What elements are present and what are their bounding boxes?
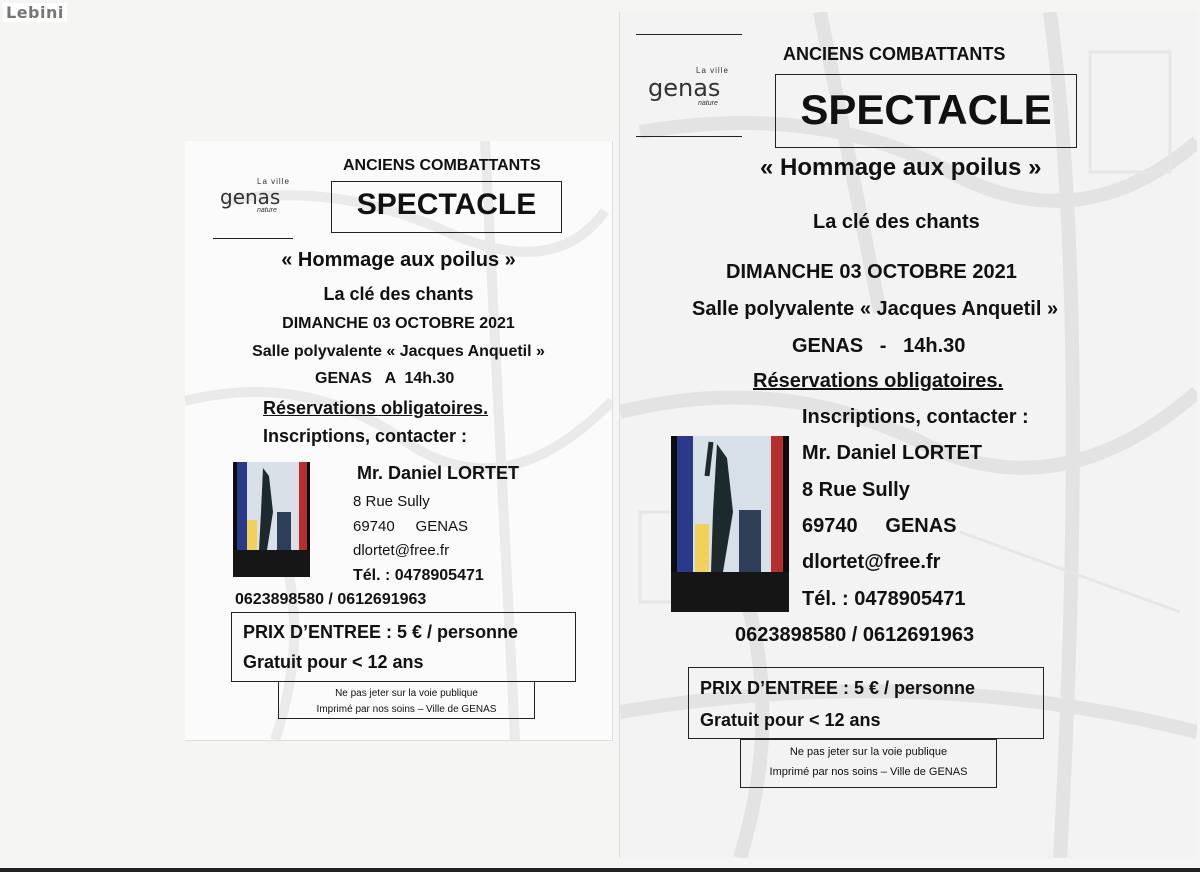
event-venue: Salle polyvalente « Jacques Anquetil » (252, 343, 545, 360)
genas-logo: La ville genas nature (648, 66, 729, 107)
stage-photo (671, 436, 789, 612)
contact-phone: Tél. : 0478905471 (802, 588, 966, 610)
price-label: PRIX D’ENTREE : 5 € / personne (700, 678, 976, 698)
logo-divider-top (636, 34, 742, 35)
headline-title: SPECTACLE (800, 86, 1052, 133)
contact-street: 8 Rue Sully (802, 479, 910, 501)
event-venue: Salle polyvalente « Jacques Anquetil » (692, 298, 1059, 320)
contact-phone: Tél. : 0478905471 (353, 567, 484, 584)
contact-mobiles: 0623898580 / 0612691963 (735, 624, 975, 646)
notice-line-1: Ne pas jeter sur la voie publique (335, 688, 478, 699)
organizer-label: ANCIENS COMBATTANTS (783, 44, 1006, 64)
city-time: GENAS - 14h.30 (792, 335, 966, 357)
logo-divider (213, 238, 293, 239)
stage-photo (233, 462, 310, 577)
contact-email: dlortet@free.fr (353, 542, 450, 559)
organizer-label: ANCIENS COMBATTANTS (343, 157, 541, 174)
genas-logo: La ville genas nature (220, 177, 290, 214)
contact-name: Mr. Daniel LORTET (802, 442, 983, 464)
notice-line-2: Imprimé par nos soins – Ville de GENAS (769, 766, 968, 778)
free-label: Gratuit pour < 12 ans (700, 710, 881, 730)
inscriptions-label: Inscriptions, contacter : (802, 406, 1029, 428)
inscriptions-label: Inscriptions, contacter : (263, 426, 468, 446)
contact-postal-city: 69740 GENAS (802, 515, 957, 537)
contact-mobiles: 0623898580 / 0612691963 (235, 591, 427, 608)
contact-email: dlortet@free.fr (802, 551, 941, 573)
notice-line-1: Ne pas jeter sur la voie publique (789, 746, 948, 758)
city-time: GENAS A 14h.30 (315, 370, 455, 387)
watermark-label: Lebini (3, 3, 67, 22)
contact-postal-city: 69740 GENAS (353, 518, 469, 535)
flyer-large (619, 12, 1197, 858)
subtitle: « Hommage aux poilus » (281, 249, 516, 271)
scan-edge (0, 868, 1200, 872)
contact-name: Mr. Daniel LORTET (357, 463, 520, 483)
contact-street: 8 Rue Sully (353, 493, 430, 510)
free-label: Gratuit pour < 12 ans (243, 652, 424, 672)
troupe-name: La clé des chants (323, 284, 474, 304)
flyer-small (185, 141, 613, 741)
event-date: DIMANCHE 03 OCTOBRE 2021 (726, 261, 1017, 283)
reservations-notice: Réservations obligatoires. (263, 398, 489, 418)
subtitle: « Hommage aux poilus » (760, 154, 1042, 181)
headline-title: SPECTACLE (356, 188, 537, 221)
troupe-name: La clé des chants (813, 211, 980, 233)
price-label: PRIX D’ENTREE : 5 € / personne (243, 622, 519, 642)
notice-line-2: Imprimé par nos soins – Ville de GENAS (316, 704, 497, 715)
reservations-notice: Réservations obligatoires. (753, 370, 1004, 392)
event-date: DIMANCHE 03 OCTOBRE 2021 (282, 315, 515, 332)
logo-divider-bottom (636, 136, 742, 137)
